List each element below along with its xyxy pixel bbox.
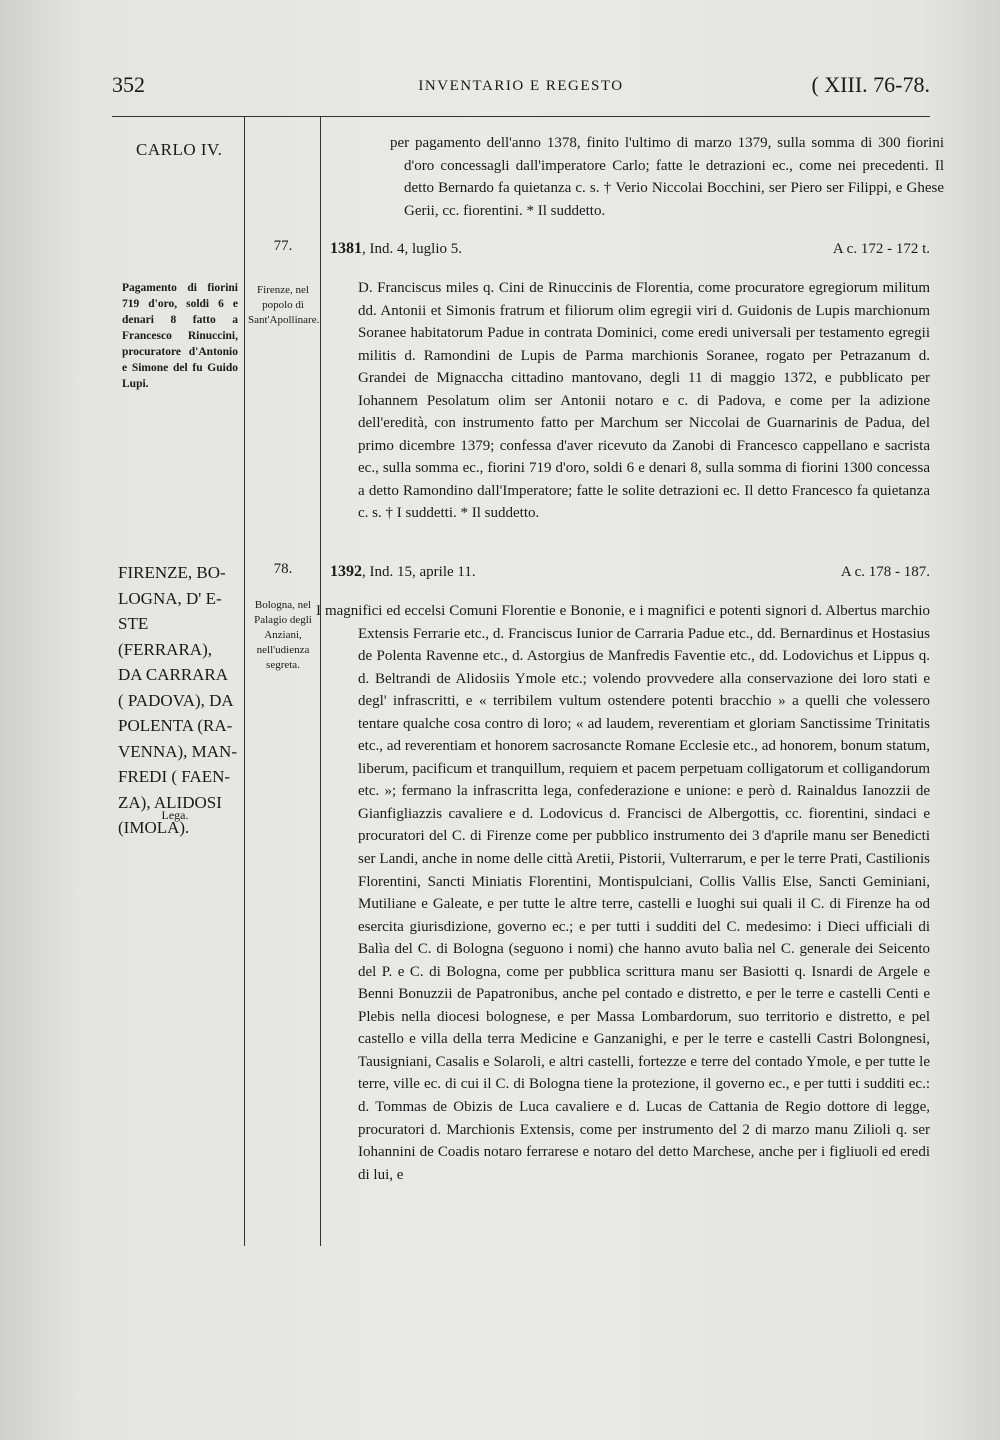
volume-reference: ( XIII. 76-78.: [811, 72, 930, 97]
entry-77-folio: A c. 172 - 172 t.: [832, 241, 930, 257]
entry-77-body: D. Franciscus miles q. Cini de Rinuccinis de Florentia, come procuratore egregiorum militum dd. Antonii et Simonis fratrum et filiorum olim egregii viri d. Guidonis de Lupis marchionum Soranee habitatorum Padue in contrata Dominici, come eredi universali per testamento egregii militis d. Ramondini de Lupis de Parma marchionis Soranee, rogato per Petrazanum d. Grandei de Mignaccha cittadino mantovano, degli 11 di maggio 1372, e pubblicato per Iohannem Pesolatum olim ser Antonii notaro e c. di Padova, e come per la adizione dell'eredità, con instrumento fatto per Marchum ser Niccolai de Guarnarinis de Padua, del primo dicembre 1379; confessa d'aver ricevuto da Zanobi di Francesco cappellano e sacrista ec., sulla somma ec., fiorini 719 d'oro, soldi 6 e denari 8, sulla somma di fiorini 1300 concessa a detto Ramondino dall'Imperatore; fatte le solite detrazioni ec. Il detto Francesco fa quietanza c. s. † I suddetti. * Il suddetto.: [358, 280, 930, 522]
entry-78-year: 1392: [330, 563, 362, 580]
state-line: LOGNA, D' E-: [118, 588, 222, 608]
state-line: STE (FERRARA),: [118, 614, 212, 659]
state-line: POLENTA (RA-: [118, 716, 233, 735]
state-line: FIRENZE, BO-: [118, 563, 226, 582]
state-line: VENNA), MAN-: [118, 741, 237, 761]
entry-77-indiction: , Ind. 4, luglio 5.: [362, 241, 462, 257]
header-rule: [112, 116, 930, 117]
entry-number-78: 78.: [273, 561, 293, 577]
entry-77-year: 1381: [330, 240, 362, 257]
page-header: [112, 72, 930, 102]
state-line: (IMOLA).: [118, 818, 190, 837]
state-line: ZA), ALIDOSI: [118, 792, 222, 812]
state-line: ( PADOVA), DA: [118, 690, 234, 710]
entry-78-folio: A c. 178 - 187.: [840, 564, 930, 580]
entry-77-date: [330, 240, 570, 258]
entry-number-77: 77.: [273, 238, 293, 254]
page-number: 352: [112, 72, 145, 97]
state-line: FREDI ( FAEN-: [118, 767, 231, 786]
running-title: INVENTARIO E REGESTO: [418, 78, 624, 94]
column-rule-left: [244, 116, 245, 1246]
entry-78-place: Bologna, nel Palagio degli Anziani, nell'udienza segreta.: [254, 599, 312, 671]
entry-77-summary: Pagamento di fiorini 719 d'oro, soldi 6 e denari 8 fatto a Francesco Rinuccini, procuratore d'Antonio e Simone del fu Guido Lupi.: [122, 282, 238, 390]
column-rule-right: [320, 116, 321, 1246]
league-states: [118, 560, 242, 841]
doge-name: CARLO IV.: [136, 140, 223, 159]
entry-78-date: [330, 563, 570, 581]
entry-78-subject: Lega.: [161, 808, 189, 822]
state-line: DA CARRARA: [118, 665, 229, 684]
entry-78-body: I magnifici ed eccelsi Comuni Florentie e Bononie, e i magnifici e potenti signori d. Albertus marchio Extensis Ferrarie etc., d. Franciscus Iunior de Carraria Padue etc., dd. Bernardinus et Hostasius de Polenta Ravenne etc., d. Astorgius de Manfredis Faventie etc., dd. Lodovichus et Lippus q. d. Beltrandi de Alidosiis Ymole etc.; volendo provvedere alla conservazione dei loro stati e degl' infrascritti, e « terribilem vultum ostendere potenti bracchio » a quelli che volessero tentare qualche cosa contro di loro; « ad laudem, reverentiam et gloriam Sanctissime Trinitatis etc., ad reverentiam et honorem sacrosancte Romane Ecclesie etc., ad honorem, bonum statum, liberum, pacificum et tranquillum, requiem et pacem perpetuam colligatorum et colligandorum etc. »; fermano la infrascritta lega, confederazione e unione: e però d. Rainaldus Ianozzii de Gianfigliazzis cavaliere e d. Lodovicus d. Francisci de Albergottis, cc. fiorentini, sindaci e procuratori del C. di Firenze come per pubblico instrumento dei 3 d'aprile manu ser Benedicti ser Landi, anche in nome delle città Aretii, Pistorii, Vulterrarum, e per le terre Prati, Castilionis Florentini, Sancti Miniatis Florentini, Montispulciani, Collis Vallis Else, Sancti Geminiani, Mutiliane e Galeate, e per tutte le altre terre, castelli e luoghi sui quali il C. di Firenze ha od esercita giurisdizione, governo ec.; e per tutti i sudditi del C. medesimo: i Dieci ufficiali di Balìa del C. di Bologna (seguono i nomi) che hanno avuto balìa nel C. generale dei Seicento del P. e C. di Bologna, come per pubblica scrittura manu ser Basiotti q. Isnardi de Argele e Benni Bonuzzii de Papatronibus, anche pel contado e distretto, e per le terre e castelli Centi e Plebis nella diocesi bolognese, e per Massa Lombardorum, suo territorio e distretto, e pel castello e villa della terra Medicine e Ganzanighi, e per le terre e castelli Castri Bolongnesi, Tausigniani, Casalis e Solaroli, e altri castelli, fortezze e terre del contado Ymole, e per tutte le terre, ville ec. di cui il C. di Bologna tiene la protezione, il governo ec., e per tutti i sudditi ec.: d. Tommas de Obizis de Luca cavaliere e d. Lucas de Cattania de Regio dottore di legge, procuratori d. Marchionis Extensis, come per instrumento del 2 di marzo manu Zilioli q. ser Iohannini de Coadis notaro ferrarese e notaro del detto Marchese, anche per i figliuoli ed eredi di lui, e: [316, 603, 930, 1183]
entry-76-body: per pagamento dell'anno 1378, finito l'ultimo di marzo 1379, sulla somma di 300 fiorini d'oro concessagli dall'imperatore Carlo; fatte le detrazioni ec., come nei precedenti. Il detto Bernardo fa quietanza c. s. † Verio Niccolai Bocchini, ser Piero ser Filippi, e Ghese Gerii, cc. fiorentini. * Il suddetto.: [390, 135, 944, 219]
entry-78-indiction: , Ind. 15, aprile 11.: [362, 564, 476, 580]
entry-77-place: Firenze, nel popolo di Sant'Apollinare.: [248, 284, 320, 326]
